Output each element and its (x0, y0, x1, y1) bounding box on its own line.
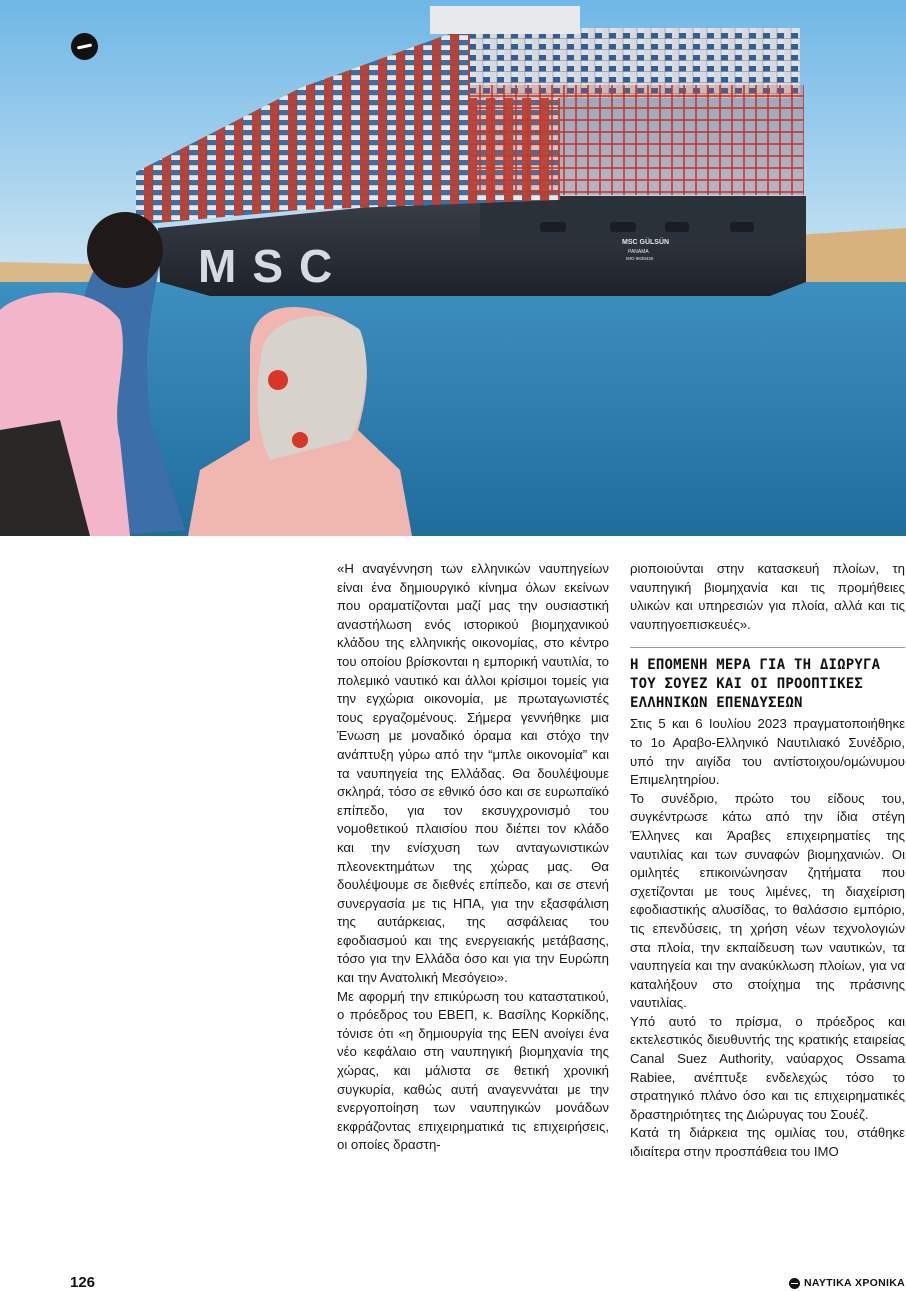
article-column-1 (337, 560, 609, 1155)
stern-name: MSC GÜLSÜN (622, 239, 670, 246)
body-paragraph: Με αφορμή την επικύρωση του καταστατικού, ο πρόεδρος του ΕΒΕΠ, κ. Βασίλης Κορκίδης, τόνισε ότι «η δημιουργία της ΕΕΝ ανοίγει ένα νέο κεφάλαιο στη ναυπηγική βιομηχανία της χώρας, και μάλιστα σε θετική χρονική συγκυρία, καθώς αυτή αναγεννάται με την ενεργοποίηση των ναυπηγικών μονάδων εκφράζοντας επιχειρηματικά τις επιχειρήσεις, οι οποίες δραστη- (337, 988, 609, 1153)
body-paragraph: Κατά τη διάρκεια της ομιλίας του, στάθηκε ιδιαίτερα στην προσπάθεια του IMO (630, 1125, 905, 1160)
magazine-brand (789, 1277, 905, 1289)
stern-imo: IMO 9839430 (626, 256, 654, 261)
body-paragraph: Στις 5 και 6 Ιουλίου 2023 πραγματοποιήθηκε το 1ο Αραβο-Ελληνικό Ναυτιλιακό Συνέδριο, υπό την αιγίδα του αντίστοιχου/ομώνυμου Επιμελητηρίου. (630, 716, 905, 788)
brand-name: ΝΑΥΤΙΚΑ ΧΡΟΝΙΚΑ (804, 1277, 905, 1289)
section-heading: Η ΕΠΟΜΕΝΗ ΜΕΡΑ ΓΙΑ ΤΗ ΔΙΩΡΥΓΑ ΤΟΥ ΣΟΥΕΖ ΚΑΙ ΟΙ ΠΡΟΟΠΤΙΚΕΣ ΕΛΛΗΝΙΚΩΝ ΕΠΕΝΔΥΣΕΩΝ (630, 657, 881, 712)
body-paragraph: Υπό αυτό το πρίσμα, ο πρόεδρος και εκτελεστικός διευθυντής της κρατικής εταιρείας Canal Suez Authority, ναύαρχος Ossama Rabiee, ανέπτυξε ενδελεχώς τόσο το στρατηγικό πλάνο όσο και τις επιχειρηματικές δραστηριότητες της Διώρυγας του Σουέζ. (630, 1013, 905, 1122)
article-column-2 (630, 560, 905, 1162)
magazine-logo-icon (71, 33, 98, 60)
body-paragraph: Το συνέδριο, πρώτο του είδους του, συγκέντρωσε κάτω από την ίδια στέγη Έλληνες και Άραβες επιχειρηματίες της ναυτιλίας και των συναφών βιομηχανιών. Οι ομιλητές επικοινώνησαν ζητήματα που σχετίζονται με τους λιμένες, τη διαχείριση εφοδιαστικής αλυσίδας, το θαλάσσιο εμπόριο, τις επενδύσεις, τη χρήση νέων τεχνολογιών στα πλοία, την εκπαίδευση των ναυτικών, τα ναυπηγεία και την ανακύκλωση πλοίων, για να καταλήξουν στο στοίχημα της πράσινης ναυτιλίας. (630, 790, 905, 1011)
hull-lettering: MSC (198, 240, 349, 292)
body-paragraph: «Η αναγέννηση των ελληνικών ναυπηγείων είναι ένα δημιουργικό κίνημα όλων εκείνων που οραματίζονται μαζί μας την ουσιαστική αναστήλωση ενός ιστορικού βιομηχανικού κλάδου της ελληνικής οικονομίας, στο κέντρο του οποίου βρίσκονται η εμπορική ναυτιλία, το πολεμικό ναυτικό και άλλοι κρίσιμοι τομείς για την εγχώρια οικονομία, με πρωταγωνιστές τους εργαζομένους. Σήμερα γεννήθηκε μια Ένωση με μοναδικό όραμα και στόχο την ανάπτυξη γύρω από την “μπλε οικονομία” και τα ναυπηγεία της Ελλάδας. Θα δουλέψουμε σκληρά, τόσο σε εθνικό όσο και σε ευρωπαϊκό επίπεδο, για τον εκσυγχρονισμό του νομοθετικού πλαισίου που διέπει τον κλάδο και την ενίσχυση των ανταγωνιστικών πλεονεκτημάτων της χώρας μας. Θα δουλέψουμε σε διεθνές επίπεδο, και σε στενή συνεργασία με τις ΗΠΑ, για την εξασφάλιση της αυτάρκειας, της ασφάλειας του εφοδιασμού και της ενεργειακής μετάβασης, τόσο για την Ελλάδα όσο και για την Ευρώπη και την Ανατολική Μεσόγειο». (337, 561, 609, 986)
ship-photo (0, 0, 906, 536)
page-number: 126 (70, 1274, 96, 1291)
section-divider (630, 647, 905, 648)
body-paragraph-continued: ριοποιούνται στην κατασκευή πλοίων, τη ναυπηγική βιομηχανία και τις προμήθειες υλικών και υπηρεσιών για πλοία, αλλά και τις ναυπηγοεπισκευές». (630, 561, 905, 632)
brand-logo-icon (789, 1278, 800, 1289)
stern-port: PANAMA (628, 249, 649, 255)
